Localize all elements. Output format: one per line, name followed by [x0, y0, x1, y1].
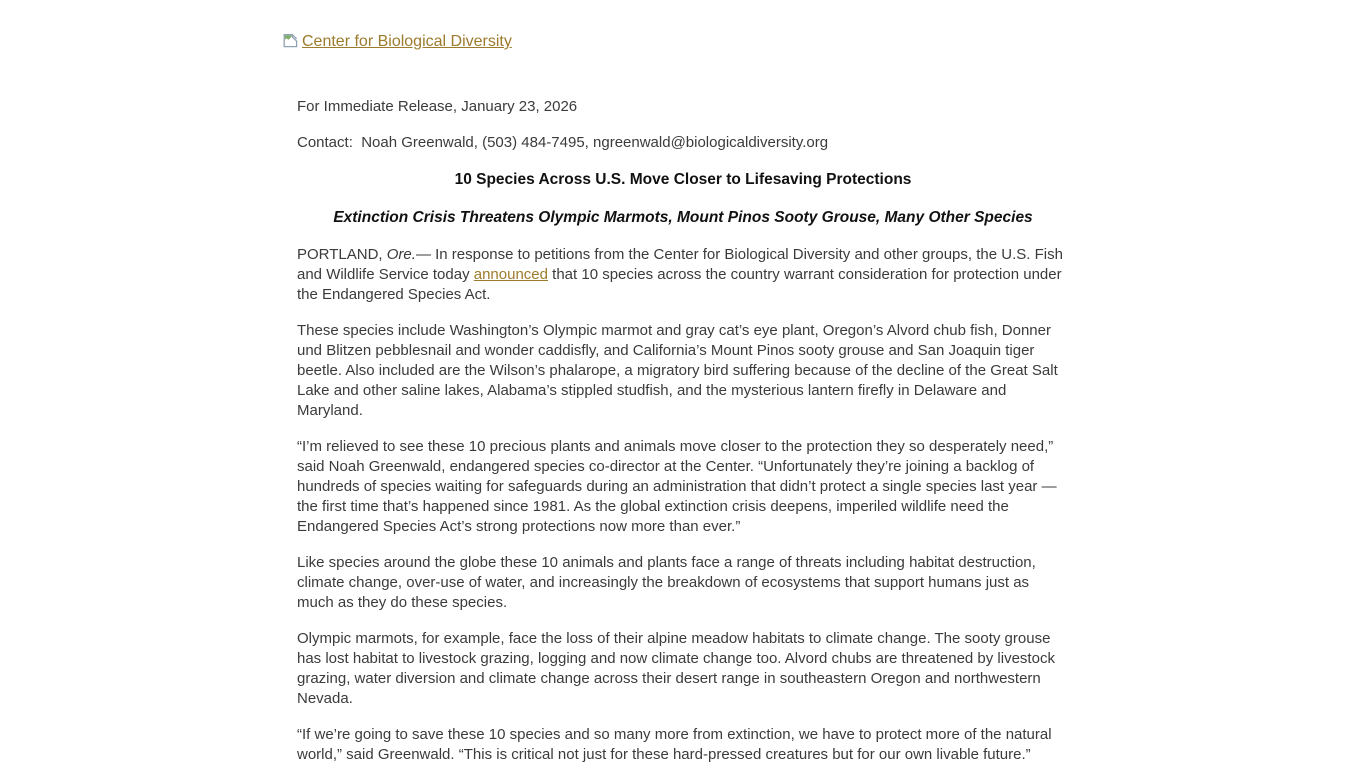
paragraph-portland-lede — [297, 245, 1069, 305]
subheadline: Extinction Crisis Threatens Olympic Marmots, Mount Pinos Sooty Grouse, Many Other Species — [333, 209, 1033, 226]
paragraph-greenwald-quote-1: “I’m relieved to see these 10 precious plants and animals move closer to the protection they so desperately need,” said Noah Greenwald, endangered species co-director at the Center. “Unfortunately they’re joining a backlog of hundreds of species waiting for safeguards during an administration that didn’t protect a single species last year — the first time that’s happened since 1981. As the global extinction crisis deepens, imperiled wildlife need the Endangered Species Act’s strong protections now more than ever.” — [297, 438, 1057, 535]
logo-alt-text: Center for Biological Diversity — [302, 33, 512, 50]
release-dateline: For Immediate Release, January 23, 2026 — [297, 98, 578, 115]
logo-link[interactable] — [283, 33, 512, 50]
press-release-page — [283, 0, 1083, 765]
lede-mid-text: — In response to petitions from the Center for Biological Diversity and other groups, the U.S. Fish and Wildlife Service today — [297, 246, 1063, 283]
announced-link[interactable]: announced — [473, 266, 548, 283]
broken-image-icon — [283, 32, 301, 55]
paragraph-greenwald-quote-2: “If we’re going to save these 10 species and so many more from extinction, we have to protect more of the natural world,” said Greenwald. “This is critical not just for these hard-pressed creatures but for our own livable future.” — [297, 726, 1052, 763]
site-header — [283, 32, 1083, 55]
paragraph-species-examples: Olympic marmots, for example, face the loss of their alpine meadow habitats to climate change. The sooty grouse has lost habitat to livestock grazing, logging and now climate change too. Alvord chubs are threatened by livestock grazing, water diversion and climate change across their desert range in southeastern Oregon and northwestern Nevada. — [297, 630, 1055, 707]
paragraph-species-list: These species include Washington’s Olympic marmot and gray cat’s eye plant, Oregon’s Alvord chub fish, Donner und Blitzen pebblesnail and wonder caddisfly, and California’s Mount Pinos sooty grouse and San Joaquin tiger beetle. Also included are the Wilson’s phalarope, a migratory bird suffering because of the decline of the Great Salt Lake and other saline lakes, Alabama’s stippled studfish, and the mysterious lantern firefly in Delaware and Maryland. — [297, 322, 1058, 419]
paragraph-threats: Like species around the globe these 10 animals and plants face a range of threats including habitat destruction, climate change, over-use of water, and increasingly the breakdown of ecosystems that support humans just as much as they do these species. — [297, 554, 1036, 611]
lede-state-abbr: Ore. — [386, 246, 416, 263]
lede-tail-text: that 10 species across the country warrant consideration for protection under the Endangered Species Act. — [297, 266, 1062, 303]
lede-lead-text: PORTLAND, — [297, 246, 387, 263]
headline: 10 Species Across U.S. Move Closer to Lifesaving Protections — [454, 171, 912, 188]
release-contact: Contact: Noah Greenwald, (503) 484-7495, ngreenwald@biologicaldiversity.org — [297, 134, 829, 151]
